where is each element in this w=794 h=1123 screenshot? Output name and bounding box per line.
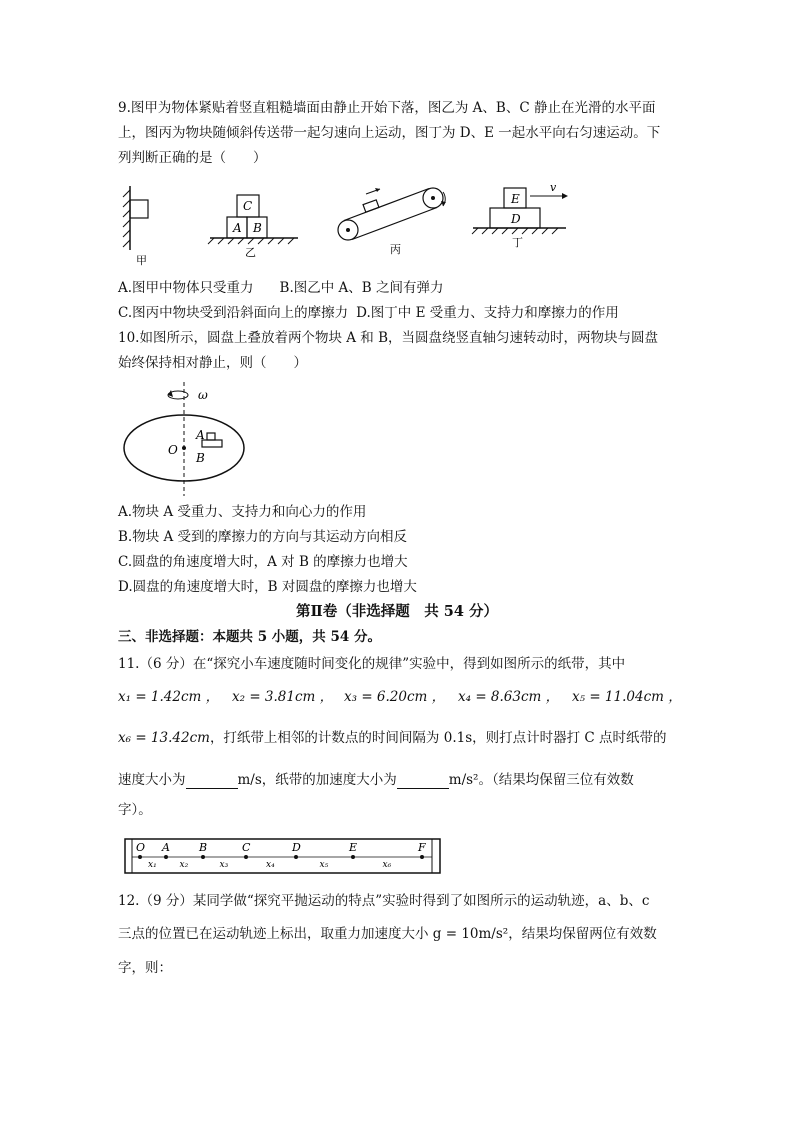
q11-x4: x₄ = 8.63cm ， bbox=[458, 689, 560, 705]
label-C: C bbox=[243, 199, 253, 213]
label-bing: 丙 bbox=[390, 243, 401, 256]
q10-line1: 10.如图所示，圆盘上叠放着两个物块 A 和 B，当圆盘绕竖直轴匀速转动时，两物块与圆盘 bbox=[118, 330, 659, 346]
figure-yi bbox=[208, 195, 298, 259]
q11-x2: x₂ = 3.81cm ， bbox=[232, 689, 334, 705]
q9-figures bbox=[118, 180, 588, 270]
q9-line1: 9.图甲为物体紧贴着竖直粗糙墙面由静止开始下落，图乙为 A、B、C 静止在光滑的水平面 bbox=[118, 100, 656, 116]
q12-line2: 三点的位置已在运动轨迹上标出，取重力加速度大小 g = 10m/s²，结果均保留两位有效数 bbox=[118, 926, 657, 942]
q10-option-a[interactable]: A.物块 A 受重力、支持力和向心力的作用 bbox=[118, 504, 367, 520]
label-omega: ω bbox=[198, 388, 208, 402]
q9-option-c[interactable]: C.图丙中物块受到沿斜面向上的摩擦力 bbox=[118, 305, 349, 321]
tape-segment-3: x₃ bbox=[219, 860, 229, 870]
figure-jia bbox=[123, 186, 148, 267]
part2-section: 三、非选择题：本题共 5 小题，共 54 分。 bbox=[118, 629, 381, 645]
q9-options-ab bbox=[118, 279, 678, 297]
tape-label-E: E bbox=[349, 841, 358, 854]
figure-bing bbox=[338, 188, 446, 256]
q11-velocity-prompt: 速度大小为 bbox=[118, 772, 186, 788]
q11-x5: x₅ = 11.04cm ， bbox=[572, 689, 682, 705]
tape-label-D: D bbox=[292, 841, 301, 854]
tape-segment-5: x₅ bbox=[319, 860, 329, 870]
tape-segment-2: x₂ bbox=[179, 860, 189, 870]
label-B-disk: B bbox=[196, 451, 205, 465]
label-jia: 甲 bbox=[136, 254, 147, 267]
tape-point-O bbox=[138, 855, 142, 859]
q9-option-a[interactable]: A.图甲中物体只受重力 bbox=[118, 280, 254, 296]
q10-option-b[interactable]: B.物块 A 受到的摩擦力的方向与其运动方向相反 bbox=[118, 529, 408, 545]
q11-x1: x₁ = 1.42cm ， bbox=[118, 689, 220, 705]
q11-line3 bbox=[118, 729, 678, 747]
tape-label-B: B bbox=[199, 841, 208, 854]
label-O: O bbox=[168, 443, 178, 457]
q11-x3: x₃ = 6.20cm ， bbox=[344, 689, 446, 705]
tape-segment-6: x₆ bbox=[382, 860, 392, 870]
label-B: B bbox=[253, 221, 262, 235]
label-A-disk: A bbox=[196, 428, 205, 442]
tape-point-D bbox=[294, 855, 298, 859]
q11-x6: x₆ = 13.42cm bbox=[118, 730, 210, 746]
q10-figure bbox=[118, 382, 258, 497]
label-E: E bbox=[511, 192, 520, 206]
q11-line1: 11.（6 分）在“探究小车速度随时间变化的规律”实验中，得到如图所示的纸带，其中 bbox=[118, 656, 626, 672]
tape-point-F bbox=[420, 855, 424, 859]
tape-point-B bbox=[201, 855, 205, 859]
tape-label-F: F bbox=[418, 841, 426, 854]
tape-point-A bbox=[164, 855, 168, 859]
q11-accel-prompt: m/s，纸带的加速度大小为 bbox=[237, 772, 397, 788]
q9-line3: 列判断正确的是（ ） bbox=[118, 150, 267, 166]
label-A: A bbox=[233, 221, 242, 235]
q9-options-cd bbox=[118, 304, 678, 322]
figure-ding bbox=[472, 181, 568, 249]
tape-segment-4: x₄ bbox=[266, 860, 275, 870]
q12-line3: 字，则： bbox=[118, 960, 172, 976]
tape-label-C: C bbox=[242, 841, 251, 854]
part2-title: 第Ⅱ卷（非选择题 共 54 分） bbox=[296, 603, 498, 620]
tape-point-E bbox=[351, 855, 355, 859]
label-ding: 丁 bbox=[512, 236, 523, 249]
q12-line1: 12.（9 分）某同学做“探究平抛运动的特点”实验时得到了如图所示的运动轨迹，a、b、c bbox=[118, 893, 650, 909]
q9-option-b[interactable]: B.图乙中 A、B 之间有弹力 bbox=[279, 280, 444, 296]
label-v: v bbox=[550, 181, 557, 194]
q11-line5: 字）。 bbox=[118, 802, 152, 818]
tape-label-O: O bbox=[136, 841, 146, 854]
q11-line4-tail: m/s²。（结果均保留三位有效数 bbox=[448, 772, 634, 788]
q11-line3-rest: ，打纸带上相邻的计数点的时间间隔为 0.1s，则打点计时器打 C 点时纸带的 bbox=[209, 730, 667, 746]
q10-line2: 始终保持相对静止，则（ ） bbox=[118, 355, 307, 371]
label-D: D bbox=[511, 212, 521, 226]
tape-segment-1: x₁ bbox=[148, 860, 157, 870]
q11-line4 bbox=[118, 771, 678, 789]
tape-label-A: A bbox=[162, 841, 170, 854]
q9-option-d[interactable]: D.图丁中 E 受重力、支持力和摩擦力的作用 bbox=[356, 305, 619, 321]
q10-option-c[interactable]: C.圆盘的角速度增大时，A 对 B 的摩擦力也增大 bbox=[118, 554, 408, 570]
label-yi: 乙 bbox=[245, 246, 256, 259]
q11-paper-tape bbox=[124, 833, 444, 879]
q11-accel-blank[interactable] bbox=[397, 774, 449, 789]
q10-option-d[interactable]: D.圆盘的角速度增大时，B 对圆盘的摩擦力也增大 bbox=[118, 579, 417, 595]
q11-velocity-blank[interactable] bbox=[186, 774, 238, 789]
tape-point-C bbox=[244, 855, 248, 859]
q9-line2: 上，图丙为物块随倾斜传送带一起匀速向上运动，图丁为 D、E 一起水平向右匀速运动。下 bbox=[118, 125, 661, 141]
